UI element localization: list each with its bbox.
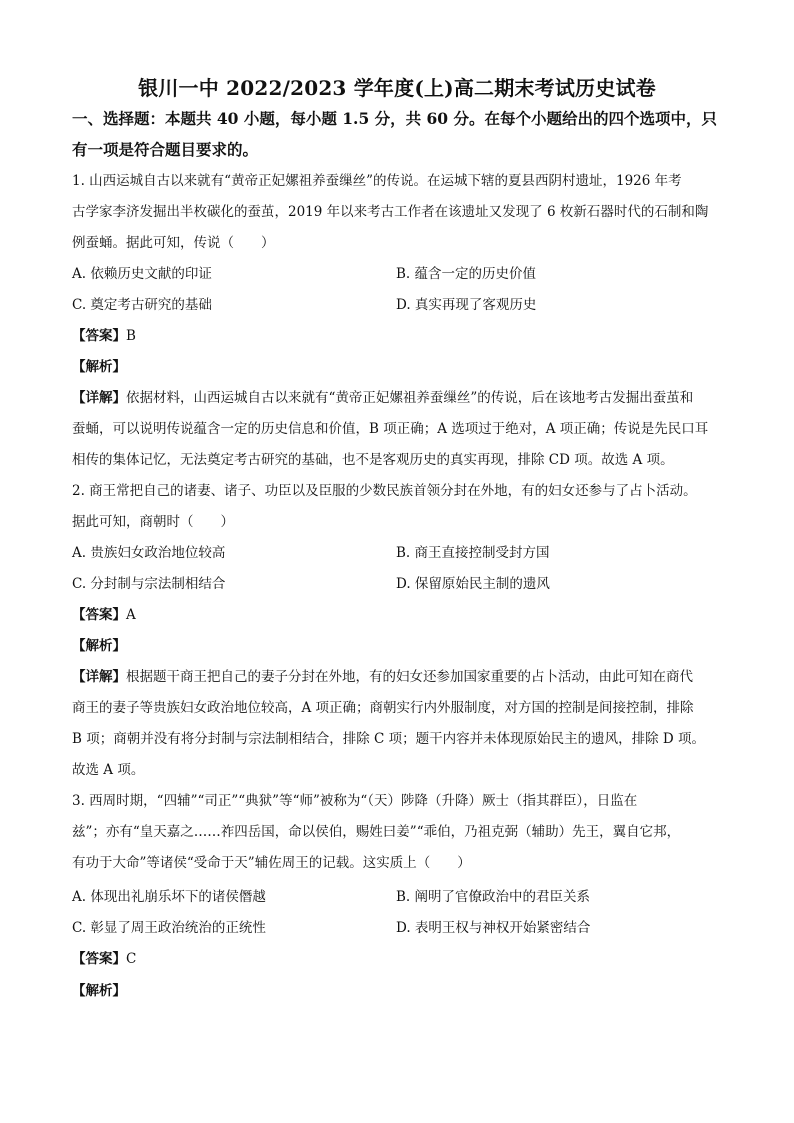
analysis-label: 【解析】: [72, 638, 126, 654]
q1-stem-line-2: 古学家李济发掘出半枚碳化的蚕茧，2019 年以来考古工作者在该遗址又发现了 6 枚新石器时代的石制和陶: [72, 204, 709, 220]
q2-detail-line-3: B 项；商朝并没有将分封制与宗法制相结合，排除 C 项；题干内容并未体现原始民主的遗风，排除 D 项。: [72, 731, 706, 747]
q2-detail-text-1: 根据题干商王把自己的妻子分封在外地，有的妇女还参加国家重要的占卜活动，由此可知在商代: [126, 669, 693, 685]
q3-option-a: A. 体现出礼崩乐坏下的诸侯僭越: [72, 889, 266, 905]
q1-stem-line-3: 例蚕蛹。据此可知，传说（ ）: [72, 235, 275, 251]
q2-option-d: D. 保留原始民主制的遗风: [396, 576, 550, 592]
q1-option-c: C. 奠定考古研究的基础: [72, 297, 212, 313]
q1-detail-text-1: 依据材料，山西运城自古以来就有“黄帝正妃嫘祖养蚕缫丝”的传说，后在该地考古发掘出蚕茧和: [126, 390, 694, 406]
section-header-line-2: 有一项是符合题目要求的。: [72, 140, 259, 159]
q2-answer-value: A: [126, 607, 136, 623]
q3-option-d: D. 表明王权与神权开始紧密结合: [396, 920, 591, 936]
q1-detail-line-3: 相传的集体记忆，无法奠定考古研究的基础，也不是客观历史的真实再现，排除 CD 项。故选 A 项。: [72, 452, 674, 468]
answer-label: 【答案】: [72, 328, 126, 344]
page-title: 银川一中 2022/2023 学年度(上)高二期末考试历史试卷: [138, 76, 656, 100]
q1-option-b: B. 蕴含一定的历史价值: [396, 266, 537, 282]
q3-stem-line-3: 有功于大命”等诸侯“受命于天”辅佐周王的记载。这实质上（ ）: [72, 855, 471, 871]
q3-stem-line-2: 兹”；亦有“皇天嘉之……祚四岳国，命以侯伯，赐姓曰姜”“乖伯，乃祖克弼（辅助）先王，翼自它邦，: [72, 824, 681, 840]
q3-answer-row: [72, 950, 732, 968]
q3-answer-value: C: [126, 951, 137, 967]
detail-label: 【详解】: [72, 390, 126, 406]
q1-option-a: A. 依赖历史文献的印证: [72, 266, 212, 282]
q2-detail-line-2: 商王的妻子等贵族妇女政治地位较高，A 项正确；商朝实行内外服制度，对方国的控制是间接控制，排除: [72, 700, 694, 716]
q3-stem-line-1: 3. 西周时期，“四辅”“司正”“典狱”等“师”被称为“（天）陟降（升降）厥士（指其群臣），日监在: [72, 793, 638, 809]
q2-analysis-row: [72, 637, 732, 655]
q1-detail-line-1: [72, 389, 732, 407]
q2-answer-row: [72, 606, 732, 624]
answer-label: 【答案】: [72, 951, 126, 967]
q1-analysis-row: [72, 358, 732, 376]
q1-detail-line-2: 蚕蛹，可以说明传说蕴含一定的历史信息和价值，B 项正确；A 选项过于绝对，A 项正确；传说是先民口耳: [72, 421, 709, 437]
q2-option-c: C. 分封制与宗法制相结合: [72, 576, 226, 592]
q1-answer-row: [72, 327, 732, 345]
q2-detail-line-4: 故选 A 项。: [72, 762, 145, 778]
q1-answer-value: B: [126, 328, 136, 344]
q3-option-c: C. 彰显了周王政治统治的正统性: [72, 920, 266, 936]
q2-detail-line-1: [72, 668, 732, 686]
q1-option-d: D. 真实再现了客观历史: [396, 297, 537, 313]
q2-stem-line-2: 据此可知，商朝时（ ）: [72, 514, 234, 530]
detail-label: 【详解】: [72, 669, 126, 685]
analysis-label: 【解析】: [72, 359, 126, 375]
q3-analysis-row: [72, 982, 732, 1000]
section-header-line-1: 一、选择题：本题共 40 小题，每小题 1.5 分，共 60 分。在每个小题给出的四个选项中，只: [72, 109, 717, 128]
analysis-label: 【解析】: [72, 983, 126, 999]
q2-option-a: A. 贵族妇女政治地位较高: [72, 545, 226, 561]
q3-option-b: B. 阐明了官僚政治中的君臣关系: [396, 889, 591, 905]
q2-option-b: B. 商王直接控制受封方国: [396, 545, 550, 561]
answer-label: 【答案】: [72, 607, 126, 623]
q2-stem-line-1: 2. 商王常把自己的诸妻、诸子、功臣以及臣服的少数民族首领分封在外地，有的妇女还参与了占卜活动。: [72, 483, 697, 499]
q1-stem-line-1: 1. 山西运城自古以来就有“黄帝正妃嫘祖养蚕缫丝”的传说。在运城下辖的夏县西阴村遗址，1926 年考: [72, 173, 682, 189]
